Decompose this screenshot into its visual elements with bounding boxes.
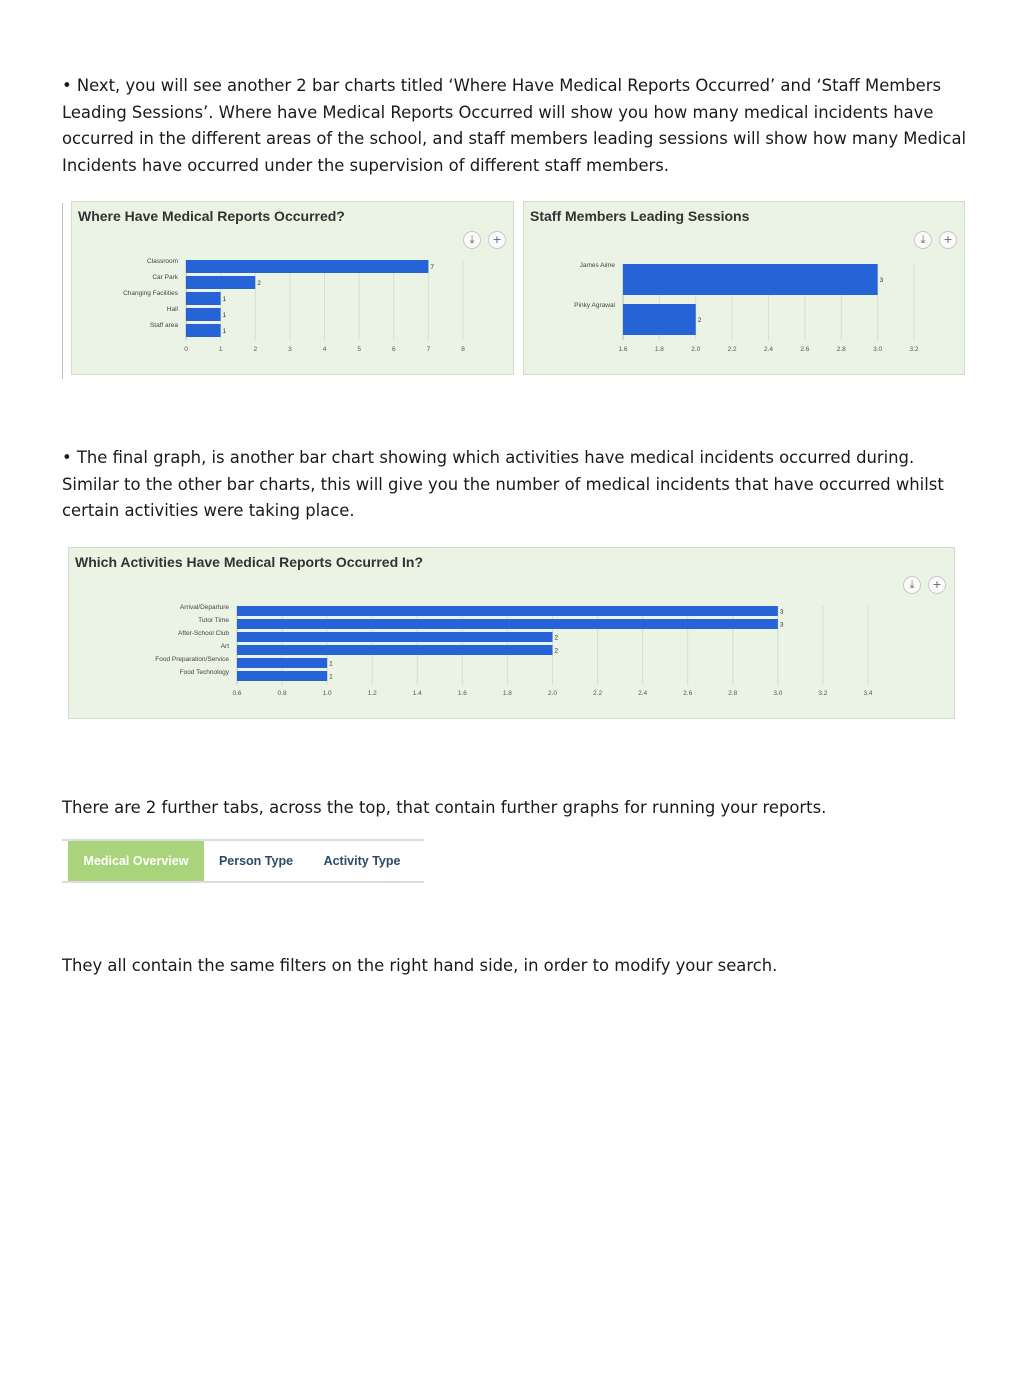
bar [623, 304, 696, 335]
category-label: Food Technology [179, 669, 229, 676]
x-tick-label: 2.6 [683, 690, 693, 697]
chart-title: Staff Members Leading Sessions [530, 208, 750, 224]
category-label: Car Park [152, 274, 178, 281]
data-label: 2 [554, 647, 559, 655]
data-label: 1 [222, 328, 227, 335]
x-tick-label: 2.4 [638, 690, 648, 697]
x-tick-label: 1.4 [412, 690, 422, 697]
x-tick-label: 2.0 [547, 690, 558, 697]
bar [186, 324, 221, 337]
bar-chart-activities [69, 548, 956, 720]
x-tick-label: 1.0 [322, 690, 332, 697]
plus-icon[interactable]: + [939, 231, 957, 249]
data-label: 2 [257, 280, 261, 287]
bar [186, 260, 428, 273]
data-label: 1 [329, 673, 333, 681]
x-tick-label: 2.2 [593, 690, 603, 697]
bar [237, 658, 327, 668]
bar [237, 632, 553, 642]
x-tick-label: 3.2 [818, 690, 828, 697]
data-label: 2 [554, 634, 559, 642]
bar [237, 619, 778, 629]
x-tick-label: 0 [184, 346, 188, 353]
category-label: Food Preparation/Service [155, 656, 229, 663]
x-tick-label: 1.2 [367, 690, 377, 697]
category-label: Tutor Time [198, 617, 229, 624]
category-label: After-School Club [178, 630, 229, 637]
bar [186, 276, 255, 289]
category-label: Hall [166, 306, 178, 313]
category-label: Pinky Agrawal [574, 302, 615, 309]
x-tick-label: 0.8 [277, 690, 287, 697]
bar-chart-staff [524, 202, 966, 376]
x-tick-label: 1.8 [502, 690, 512, 697]
tab-person-type[interactable]: Person Type [218, 854, 294, 868]
category-label: James Aime [579, 262, 615, 269]
bar [186, 292, 221, 305]
data-label: 1 [222, 296, 227, 303]
report-tabs [62, 839, 424, 883]
x-tick-label: 3 [288, 346, 292, 353]
x-tick-label: 2.0 [691, 346, 701, 353]
chart-title: Where Have Medical Reports Occurred? [78, 208, 345, 224]
bar [186, 308, 221, 321]
bar [237, 671, 327, 681]
data-label: 1 [329, 660, 333, 668]
x-tick-label: 1.6 [457, 690, 467, 697]
category-label: Classroom [146, 258, 178, 265]
category-label: Arrival/Departure [179, 604, 229, 611]
x-tick-label: 2.8 [836, 346, 846, 353]
x-tick-label: 8 [461, 346, 465, 353]
divider-line [62, 203, 63, 379]
chart-panel-locations [71, 201, 514, 375]
x-tick-label: 2.2 [727, 346, 737, 353]
x-tick-label: 0.6 [232, 690, 242, 697]
plus-icon[interactable]: + [488, 231, 506, 249]
plus-icon[interactable]: + [928, 576, 946, 594]
x-tick-label: 2.4 [763, 346, 774, 353]
x-tick-label: 5 [357, 346, 361, 353]
category-label: Art [220, 643, 229, 650]
x-tick-label: 3.0 [873, 346, 883, 353]
chart-title: Which Activities Have Medical Reports Occurred In? [75, 554, 424, 570]
data-label: 2 [697, 317, 702, 324]
data-label: 1 [222, 312, 227, 319]
download-icon[interactable]: ⤓ [463, 231, 481, 249]
chart-panel-staff [523, 201, 965, 375]
tabs-paragraph: There are 2 further tabs, across the top, that contain further graphs for running your reports. [62, 798, 827, 817]
x-tick-label: 3.2 [909, 346, 919, 353]
download-icon[interactable]: ⤓ [903, 576, 921, 594]
x-tick-label: 2.8 [728, 690, 738, 697]
intro-paragraph: • Next, you will see another 2 bar charts titled ‘Where Have Medical Reports Occurred’ and ‘Staff Members Leading Sessions’. Where have Medical Reports Occurred will show you how many medical incidents have occurred in the different areas of the school, and staff members leading sessions will show how many Medical Incidents have occurred under the supervision of different staff members. [62, 76, 967, 175]
bar-chart-locations [72, 202, 515, 376]
bar [237, 606, 778, 616]
tab-medical-overview[interactable]: Medical Overview [68, 841, 204, 881]
download-icon[interactable]: ⤓ [914, 231, 932, 249]
data-label: 3 [879, 277, 884, 284]
x-tick-label: 2.6 [800, 346, 810, 353]
x-tick-label: 1 [218, 346, 223, 353]
x-tick-label: 2 [253, 346, 258, 353]
x-tick-label: 7 [426, 346, 431, 353]
chart-panel-activities [68, 547, 955, 719]
bar [623, 264, 878, 295]
x-tick-label: 1.6 [618, 346, 628, 353]
bar [237, 645, 553, 655]
category-label: Staff area [149, 322, 178, 329]
filters-paragraph: They all contain the same filters on the right hand side, in order to modify your search. [62, 956, 778, 975]
x-tick-label: 1.8 [654, 346, 664, 353]
final-graph-paragraph: • The final graph, is another bar chart showing which activities have medical incidents occurred during. Similar to the other bar charts, this will give you the number of medical incidents that have occurred whilst certain activities were taking place. [62, 448, 944, 521]
x-tick-label: 4 [322, 346, 327, 353]
data-label: 3 [779, 608, 784, 616]
tab-activity-type[interactable]: Activity Type [323, 854, 401, 868]
x-tick-label: 3.4 [863, 690, 873, 697]
data-label: 7 [430, 264, 434, 271]
category-label: Changing Facilities [123, 290, 178, 297]
x-tick-label: 3.0 [773, 690, 783, 697]
x-tick-label: 6 [391, 346, 396, 353]
data-label: 3 [779, 621, 784, 629]
